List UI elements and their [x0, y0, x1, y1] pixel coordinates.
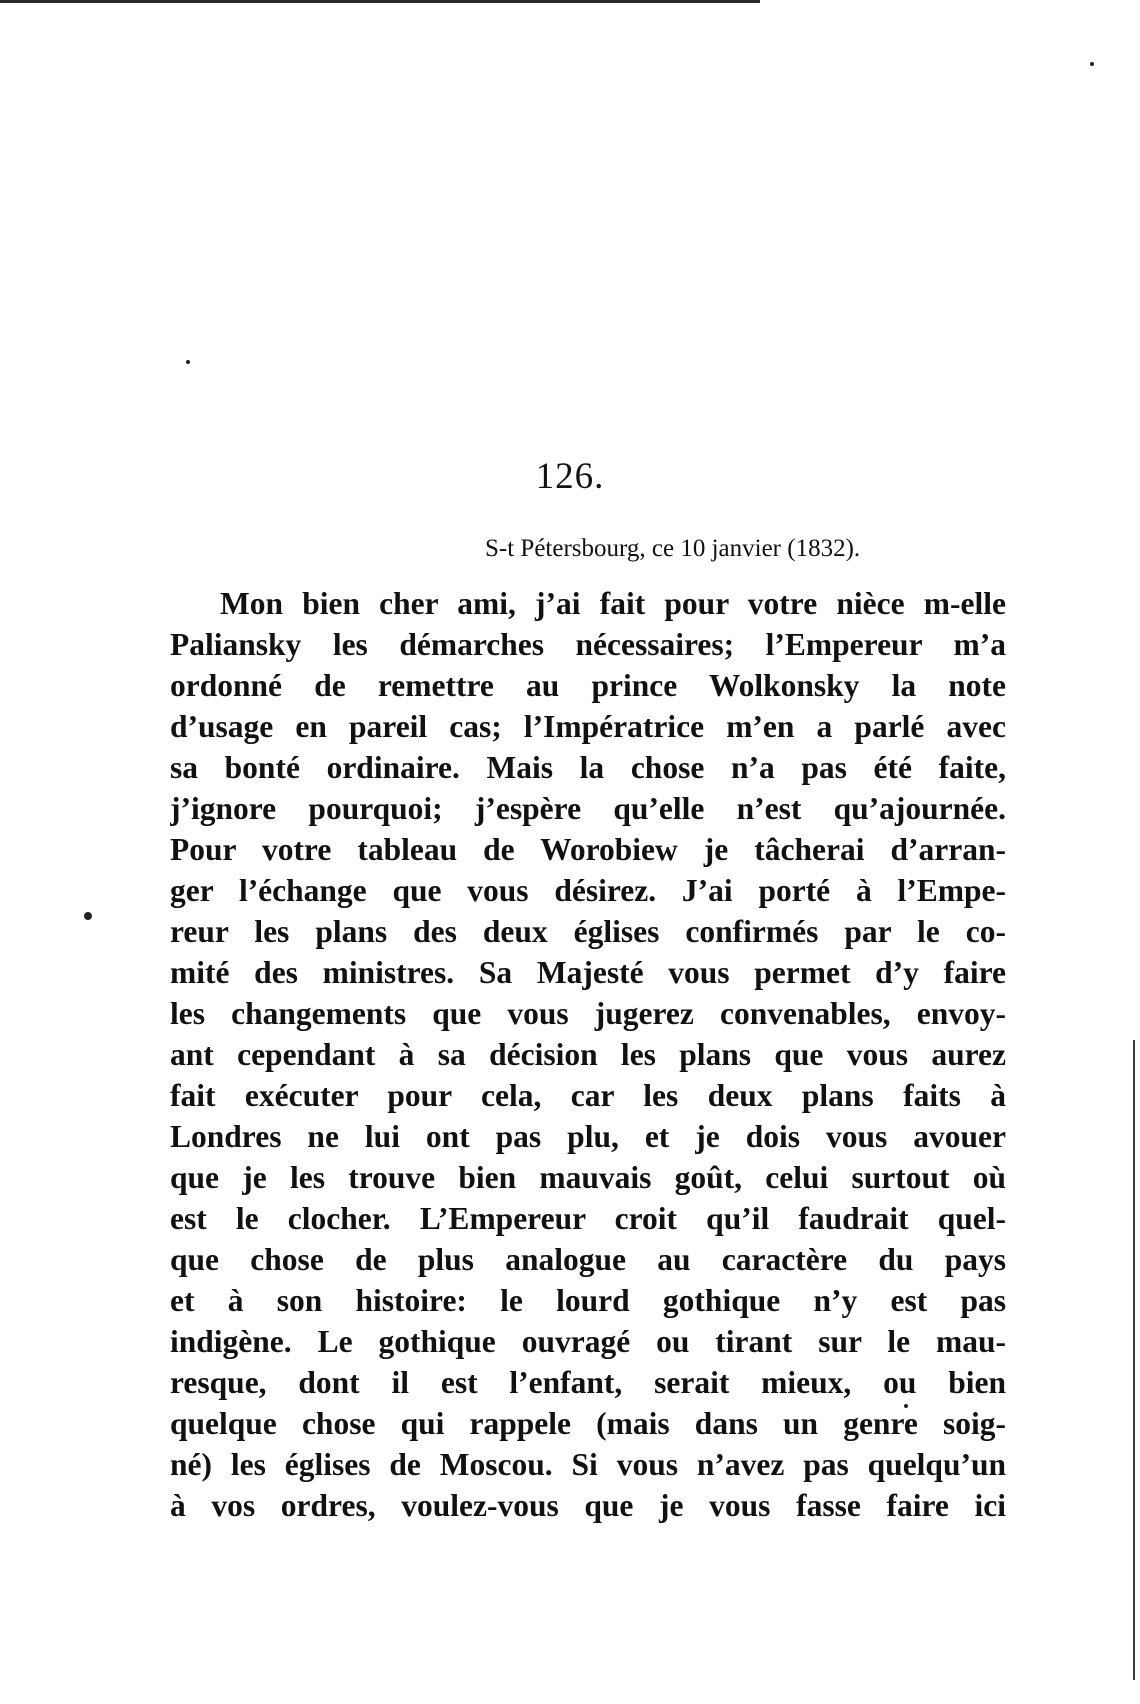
- body-line: quelque chose qui rappele (mais dans un genre soig-: [170, 1406, 1006, 1441]
- body-line: Mon bien cher ami, j’ai fait pour votre nièce m-elle: [220, 586, 1006, 621]
- page-number: 126.: [535, 456, 605, 497]
- body-line: et à son histoire: le lourd gothique n’y est pas: [170, 1283, 1006, 1318]
- scan-speck: [84, 912, 92, 920]
- body-line: resque, dont il est l’enfant, serait mieux, ou bien: [170, 1365, 1006, 1400]
- body-line: né) les églises de Moscou. Si vous n’avez pas quelqu’un: [170, 1447, 1006, 1482]
- body-line: j’ignore pourquoi; j’espère qu’elle n’est qu’ajournée.: [170, 791, 1006, 826]
- body-line: ordonné de remettre au prince Wolkonsky la note: [170, 668, 1006, 703]
- letter-body: [170, 583, 1006, 1526]
- letter-dateline: S-t Pétersbourg, ce 10 janvier (1832).: [485, 535, 861, 562]
- body-line: sa bonté ordinaire. Mais la chose n’a pas été faite,: [170, 750, 1006, 785]
- body-line: à vos ordres, voulez-vous que je vous fasse faire ici: [170, 1488, 1006, 1523]
- scan-speck: [1090, 62, 1094, 66]
- body-line: que chose de plus analogue au caractère du pays: [170, 1242, 1006, 1277]
- body-line: est le clocher. L’Empereur croit qu’il faudrait quel-: [170, 1201, 1006, 1236]
- body-line: fait exécuter pour cela, car les deux plans faits à: [170, 1078, 1006, 1113]
- body-line: mité des ministres. Sa Majesté vous permet d’y faire: [170, 955, 1006, 990]
- scan-right-edge: [1133, 1040, 1135, 1680]
- body-line: reur les plans des deux églises confirmés par le co-: [170, 914, 1006, 949]
- body-line: ant cependant à sa décision les plans que vous aurez: [170, 1037, 1006, 1072]
- body-line: Pour votre tableau de Worobiew je tâcherai d’arran-: [170, 832, 1006, 867]
- scan-speck: [186, 360, 190, 364]
- body-line: Londres ne lui ont pas plu, et je dois vous avouer: [170, 1119, 1006, 1154]
- body-line: indigène. Le gothique ouvragé ou tirant sur le mau-: [170, 1324, 1006, 1359]
- body-line: Paliansky les démarches nécessaires; l’Empereur m’a: [170, 627, 1006, 662]
- body-line: d’usage en pareil cas; l’Impératrice m’en a parlé avec: [170, 709, 1006, 744]
- body-line: les changements que vous jugerez convenables, envoy-: [170, 996, 1006, 1031]
- body-line: ger l’échange que vous désirez. J’ai porté à l’Empe-: [170, 873, 1006, 908]
- body-line: que je les trouve bien mauvais goût, celui surtout où: [170, 1160, 1006, 1195]
- scan-top-edge: [0, 0, 760, 3]
